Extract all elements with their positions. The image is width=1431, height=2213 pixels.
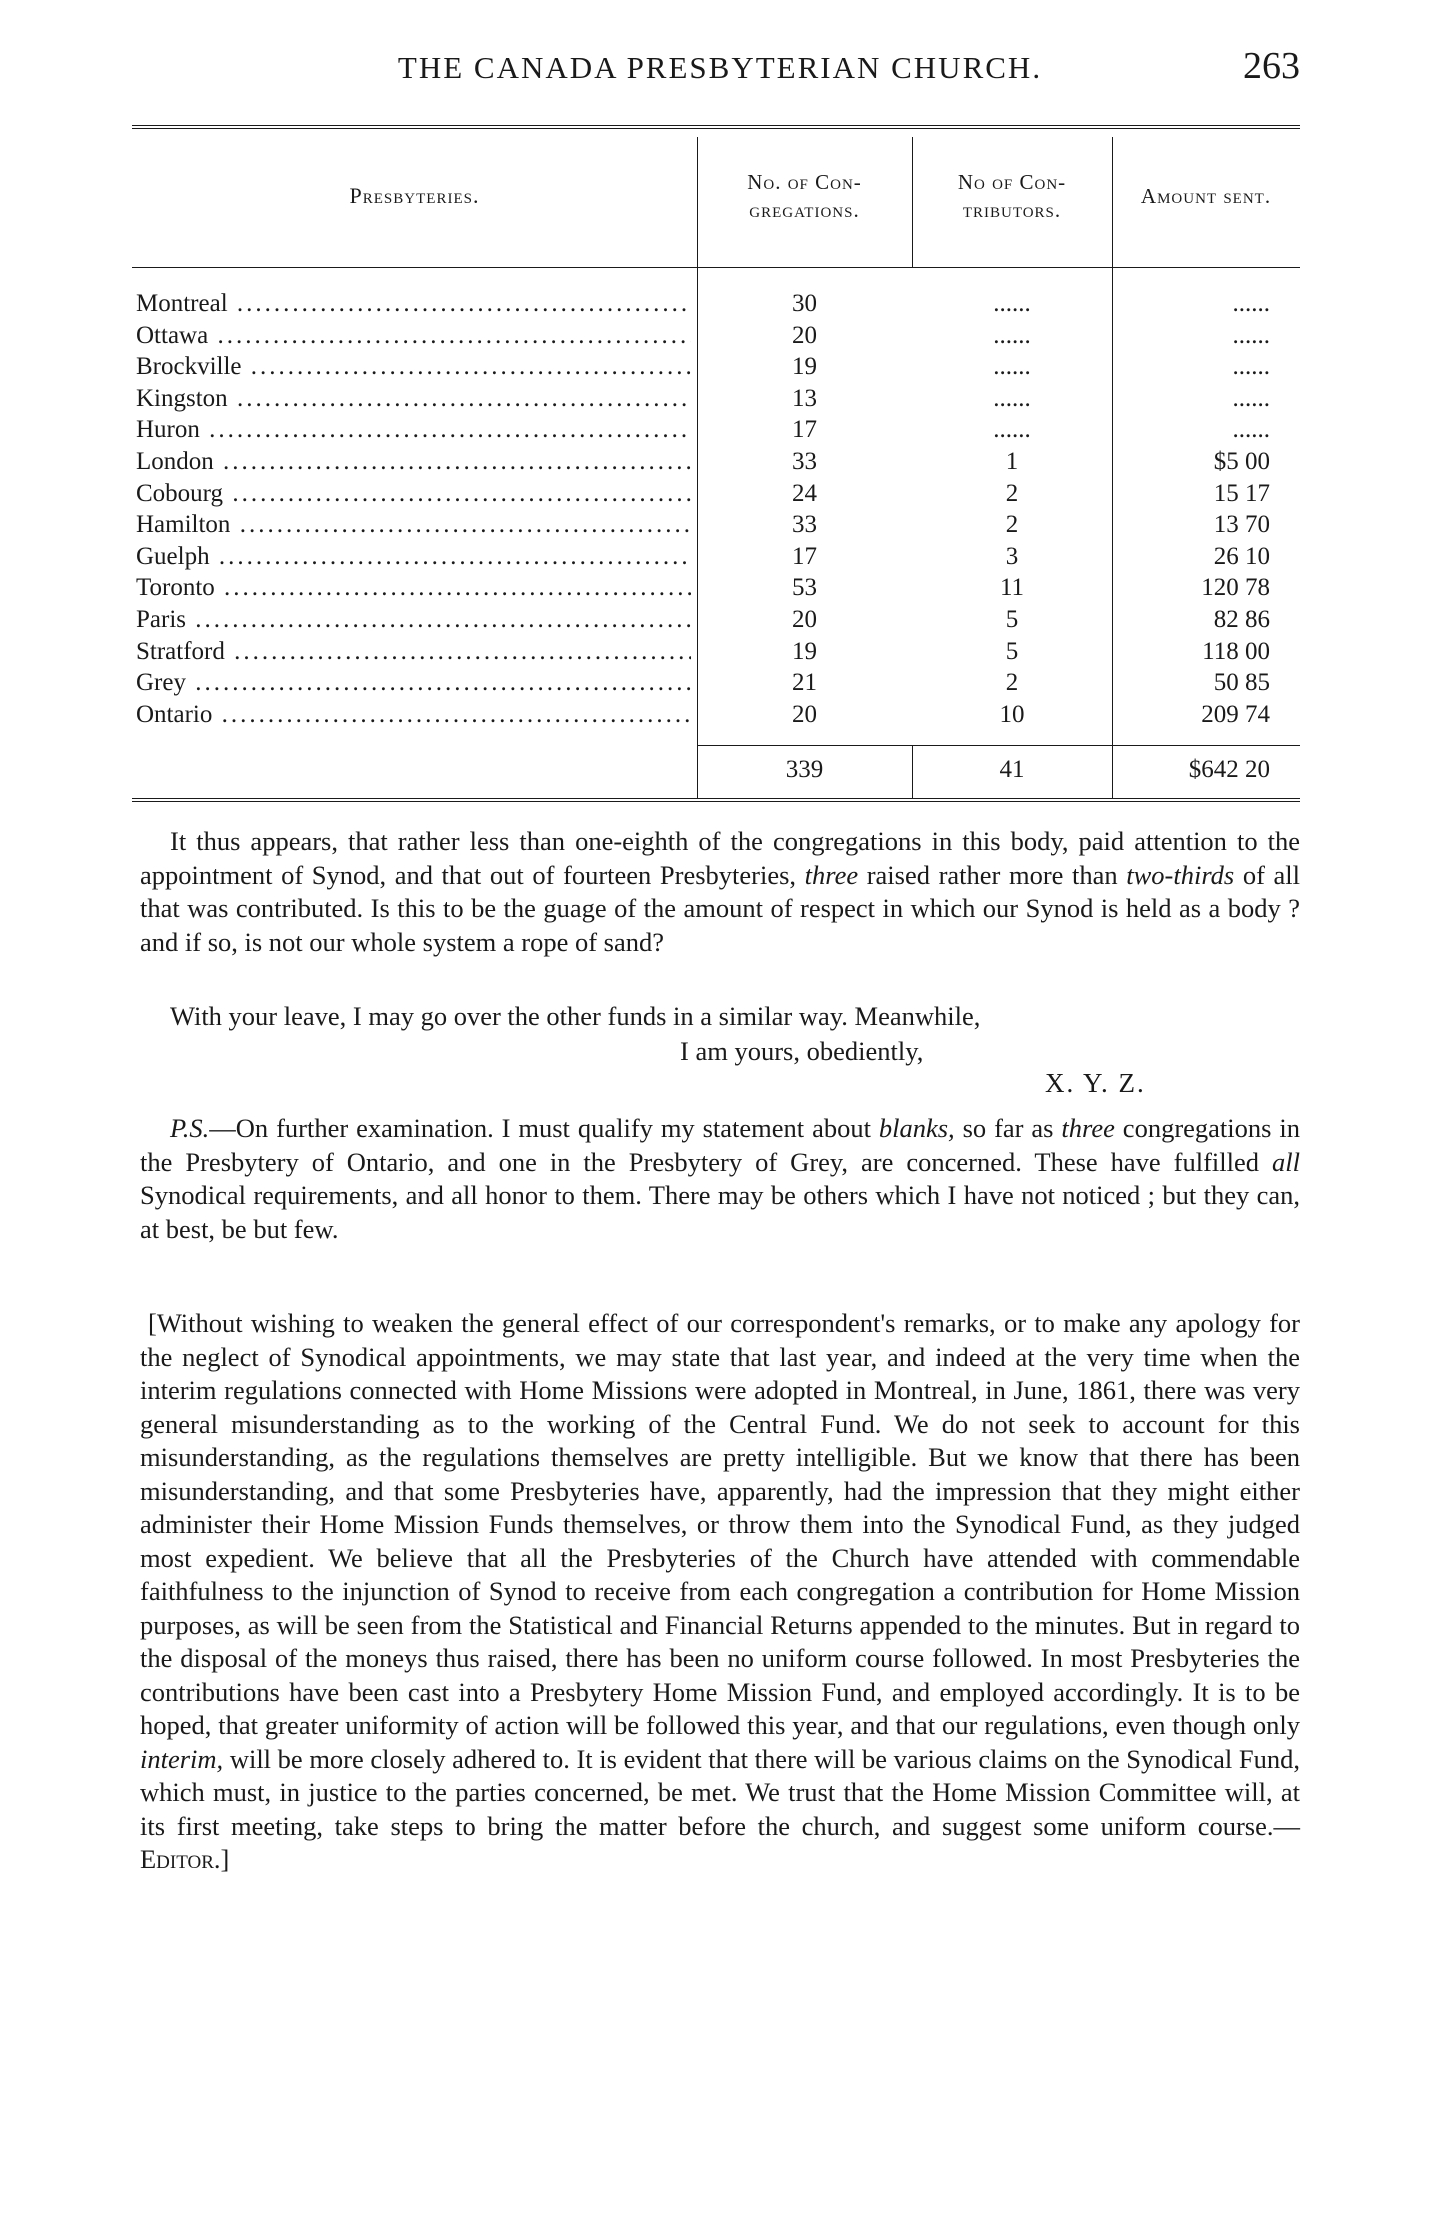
congregations-count: 21 [792, 669, 817, 697]
running-head [140, 44, 1300, 94]
table-row [132, 446, 1300, 478]
table-bottom-rule [132, 798, 1300, 802]
congregations-count: 20 [792, 700, 817, 728]
contributors-count: ...... [993, 290, 1031, 317]
amount-sent: 82 86 [1213, 605, 1270, 633]
table-row [132, 699, 1300, 731]
contributors-count: ...... [993, 416, 1031, 444]
paragraph-analysis [140, 825, 1300, 959]
table-row [132, 509, 1300, 541]
congregations-count: 24 [792, 479, 817, 507]
table-row [132, 636, 1300, 668]
presbytery-name: Stratford ..... [136, 636, 691, 668]
postscript-label: P.S. [170, 1113, 210, 1143]
header-presbyteries: Presbyteries. [349, 183, 480, 208]
table-row [132, 383, 1300, 415]
totals-rule [697, 745, 1300, 746]
table-row [132, 320, 1300, 352]
presbytery-name: Ontario ..... [136, 699, 691, 731]
total-contributors: 41 [999, 756, 1025, 783]
contributors-count: ...... [993, 384, 1031, 412]
amount-sent: ...... [1232, 290, 1270, 317]
amount-sent: ...... [1232, 353, 1270, 381]
presbytery-name: Kingston ..... [136, 383, 691, 415]
italic-run: blanks, [878, 1113, 955, 1143]
amount-sent: ...... [1232, 384, 1270, 412]
amount-sent: ...... [1232, 416, 1270, 444]
text-run: so far as [954, 1113, 1062, 1143]
header-contributors: No of Con- tributors. [957, 170, 1067, 222]
congregations-count: 13 [792, 384, 817, 412]
presbytery-name: Hamilton ..... [136, 509, 691, 541]
table-header [132, 137, 1300, 255]
table-row [132, 351, 1300, 383]
table-row [132, 572, 1300, 604]
amount-sent: $5 00 [1213, 447, 1270, 475]
italic-run: three [804, 859, 859, 890]
editor-signature: Editor. [140, 1844, 221, 1874]
presbytery-name: Brockville ..... [136, 351, 691, 383]
table-row [132, 604, 1300, 636]
table-header-rule [132, 267, 1300, 268]
presbytery-name: Huron ..... [136, 414, 691, 446]
contributors-count: ...... [993, 353, 1031, 381]
contributors-count: 11 [999, 574, 1025, 602]
text-run: —On further examination. I must qualify my statement about [209, 1113, 879, 1143]
presbytery-name: Montreal ..... [136, 288, 691, 320]
table-row [132, 478, 1300, 510]
table-row [132, 541, 1300, 573]
table-row [132, 414, 1300, 446]
contributors-count: 10 [999, 700, 1025, 728]
italic-run: all [1272, 1146, 1300, 1177]
editor-note [140, 1307, 1300, 1877]
congregations-count: 20 [792, 321, 817, 349]
contributors-count: 2 [1005, 511, 1019, 539]
congregations-count: 33 [792, 511, 817, 539]
paragraph-leave: With your leave, I may go over the other funds in a similar way. Meanwhile, [170, 1001, 981, 1031]
text-run: raised rather more than [858, 859, 1127, 890]
presbytery-name: Paris ..... [136, 604, 691, 636]
page-number: 263 [1243, 45, 1300, 87]
amount-sent: 26 10 [1213, 542, 1270, 570]
congregations-count: 33 [792, 447, 817, 475]
column-divider [697, 137, 698, 267]
congregations-count: 19 [792, 637, 817, 665]
letter-closing: I am yours, obediently, [680, 1036, 924, 1066]
contributors-count: 1 [1005, 447, 1019, 475]
presbytery-name: Cobourg ..... [136, 478, 691, 510]
header-amount-sent: Amount sent. [1140, 184, 1272, 208]
text-run: ] [220, 1844, 230, 1874]
total-amount: $642 20 [1188, 756, 1270, 783]
table-body [132, 288, 1300, 730]
header-congregations: No. of Con- gregations. [747, 170, 862, 222]
letter-signature: X. Y. Z. [1045, 1068, 1146, 1098]
amount-sent: 13 70 [1213, 511, 1270, 539]
text-run: will be more closely adhered to. It is evident that there will be various claims on the Synodical Fund, which must, in justice to the parties concerned, be met. We trust that the Home Mission Committee will, at its first meeting, take steps to bring the matter before the church, and suggest some uniform course.— [140, 1743, 1300, 1841]
table-row [132, 667, 1300, 699]
congregations-count: 53 [792, 574, 817, 602]
congregations-count: 17 [792, 542, 817, 570]
table-top-rule [132, 125, 1300, 129]
presbytery-name: Grey ..... [136, 667, 691, 699]
italic-run: interim, [140, 1743, 224, 1774]
contributors-count: 3 [1005, 542, 1019, 570]
amount-sent: 50 85 [1213, 669, 1270, 697]
column-divider [912, 137, 913, 267]
presbytery-name: Guelph ..... [136, 541, 691, 573]
presbytery-contributions-table [132, 125, 1300, 820]
italic-run: two-thirds [1126, 859, 1235, 890]
column-divider [1112, 137, 1113, 267]
table-row [132, 288, 1300, 320]
text-run: of all that was contributed. Is this to be the guage of the amount of respect in which our Synod is held as a body ? and if so, is not our whole system a rope of sand? [140, 859, 1300, 957]
total-congregations: 339 [785, 756, 824, 783]
congregations-count: 20 [792, 605, 817, 633]
amount-sent: ...... [1232, 321, 1270, 349]
totals-row [132, 751, 1300, 789]
presbytery-name: Ottawa ..... [136, 320, 691, 352]
congregations-count: 19 [792, 353, 817, 381]
contributors-count: 5 [1005, 605, 1019, 633]
italic-run: three [1061, 1113, 1115, 1143]
amount-sent: 15 17 [1213, 479, 1270, 507]
congregations-count: 30 [792, 290, 817, 317]
text-run: [Without wishing to weaken the general effect of our correspondent's remarks, or to make any apology for the neglect of Synodical appointments, we may state that last year, and indeed at the very time when the interim regulations connected with Home Missions were adopted in Montreal, in June, 1861, there was very general misunderstanding as to the working of the Central Fund. We do not seek to account for this misunderstanding, as the regulations themselves are pretty intelligible. But we know that there has been misunderstanding, and that some Presbyteries have, apparently, had the impression that they might either administer their Home Mission Funds themselves, or throw them into the Synodical Fund, as they judged most expedient. We believe that all the Presbyteries of the Church have attended with commendable faithfulness to the injunction of Synod to receive from each congregation a contribution for Home Mission purposes, as will be seen from the Statistical and Financial Returns appended to the minutes. But in regard to the disposal of the moneys thus raised, there has been no uniform course followed. In most Presbyteries the contributions have been cast into a Presbytery Home Mission Fund, and employed accordingly. It is to be hoped, that greater uniformity of action will be followed this year, and that our regulations, even though only [140, 1308, 1300, 1740]
amount-sent: 209 74 [1201, 700, 1270, 728]
contributors-count: 2 [1005, 479, 1019, 507]
presbytery-name: Toronto ..... [136, 572, 691, 604]
contributors-count: ...... [993, 321, 1031, 349]
amount-sent: 120 78 [1201, 574, 1270, 602]
contributors-count: 2 [1005, 669, 1019, 697]
presbytery-name: London ..... [136, 446, 691, 478]
text-run: It thus appears, that rather less than one-eighth of the congregations in this body, paid attention to the appointment of Synod, and that out of fourteen Presbyteries, [140, 826, 1300, 890]
contributors-count: 5 [1005, 637, 1019, 665]
running-title: THE CANADA PRESBYTERIAN CHURCH. [397, 50, 1043, 85]
postscript [140, 1112, 1300, 1246]
text-run: congregations in the Presbytery of Ontario, and one in the Presbytery of Grey, are concerned. These have fulfilled [140, 1113, 1300, 1177]
amount-sent: 118 00 [1202, 637, 1270, 665]
text-run: Synodical requirements, and all honor to them. There may be others which I have not noticed ; but they can, at best, be but few. [140, 1180, 1300, 1244]
congregations-count: 17 [792, 416, 817, 444]
